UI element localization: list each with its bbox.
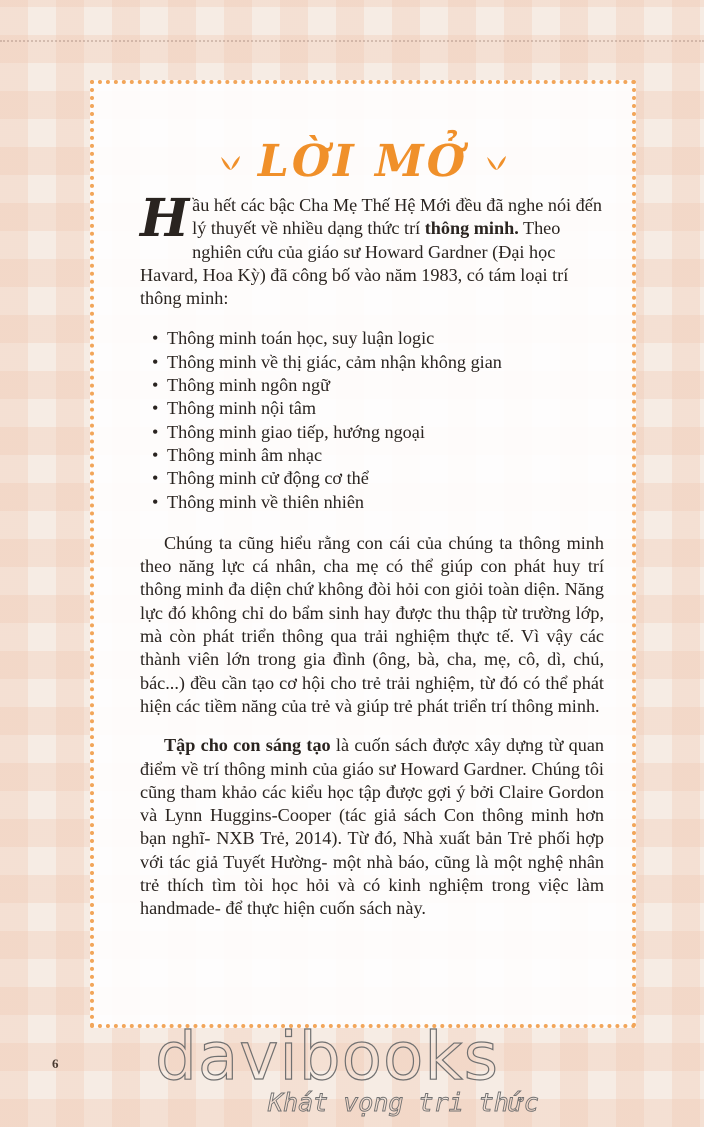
list-item: • Thông minh về thị giác, cảm nhận không gian [152,351,604,374]
list-item: • Thông minh cử động cơ thể [152,467,604,490]
intro-text-continued: Theo nghiên cứu của giáo sư Howard Gardner (Đại học Havard, Hoa Kỳ) đã công bố vào năm 1983, có tám loại trí thông minh: [140,218,569,309]
page-title: LỜI MỞ [257,136,469,187]
book-description-text: là cuốn sách được xây dựng từ quan điểm về trí thông minh của giáo sư Howard Gardner. Chúng tôi cũng tham khảo các kiểu học tập được gợi ý bởi Claire Gordon và Lynn Huggins-Cooper (tác giả sách Con thông minh hơn bạn nghĩ- NXB Trẻ, 2014). Từ đó, Nhà xuất bản Trẻ phối hợp với tác giả Tuyết Hường- một nhà báo, cũng là một nghệ nhân trẻ thích tìm tòi học hỏi và có kinh nghiệm trong việc làm handmade- để thực hiện cuốn sách này. [140,735,604,919]
book-title: Tập cho con sáng tạo [164,735,331,756]
list-item: • Thông minh nội tâm [152,397,604,420]
preface-body [140,188,604,921]
page-edge-line [0,40,704,42]
list-item: • Thông minh toán học, suy luận logic [152,327,604,350]
title-row [94,136,632,187]
preface-frame [90,80,636,1028]
intro-paragraph [140,188,604,310]
list-item: • Thông minh giao tiếp, hướng ngoại [152,421,604,444]
list-item: • Thông minh âm nhạc [152,444,604,467]
intro-text: ầu hết các bậc Cha Mẹ Thế Hệ Mới đều đã nghe nói đến lý thuyết về nhiều dạng thức trí [192,195,602,239]
list-item: • Thông minh ngôn ngữ [152,374,604,397]
leaf-icon [484,150,508,174]
watermark-slogan: Khát vọng tri thức [268,1088,539,1117]
watermark-brand: davibooks [155,1018,499,1095]
body-paragraph: Chúng ta cũng hiểu rằng con cái của chúng ta thông minh theo năng lực cá nhân, cha mẹ có thể giúp con phát huy trí thông minh đa diện chứ không đòi hỏi con giỏi toàn diện. Năng lực đó không chỉ do bẩm sinh hay được thu thập từ trường lớp, mà còn phát triển thông qua trải nghiệm thực tế. Vì vậy các thành viên lớn trong gia đình (ông, bà, cha, mẹ, cô, dì, chú, bác...) đều cần tạo cơ hội cho trẻ trải nghiệm, từ đó có thể phát hiện các tiềm năng của trẻ và giúp trẻ phát triển trí thông minh. [140,532,604,716]
book-description-paragraph [140,734,604,920]
drop-cap: H [140,188,190,249]
page-number: 6 [52,1056,59,1071]
intelligence-list [152,327,604,513]
intro-bold-term: thông minh. [424,218,519,239]
list-item: • Thông minh về thiên nhiên [152,491,604,514]
leaf-icon [218,150,242,174]
